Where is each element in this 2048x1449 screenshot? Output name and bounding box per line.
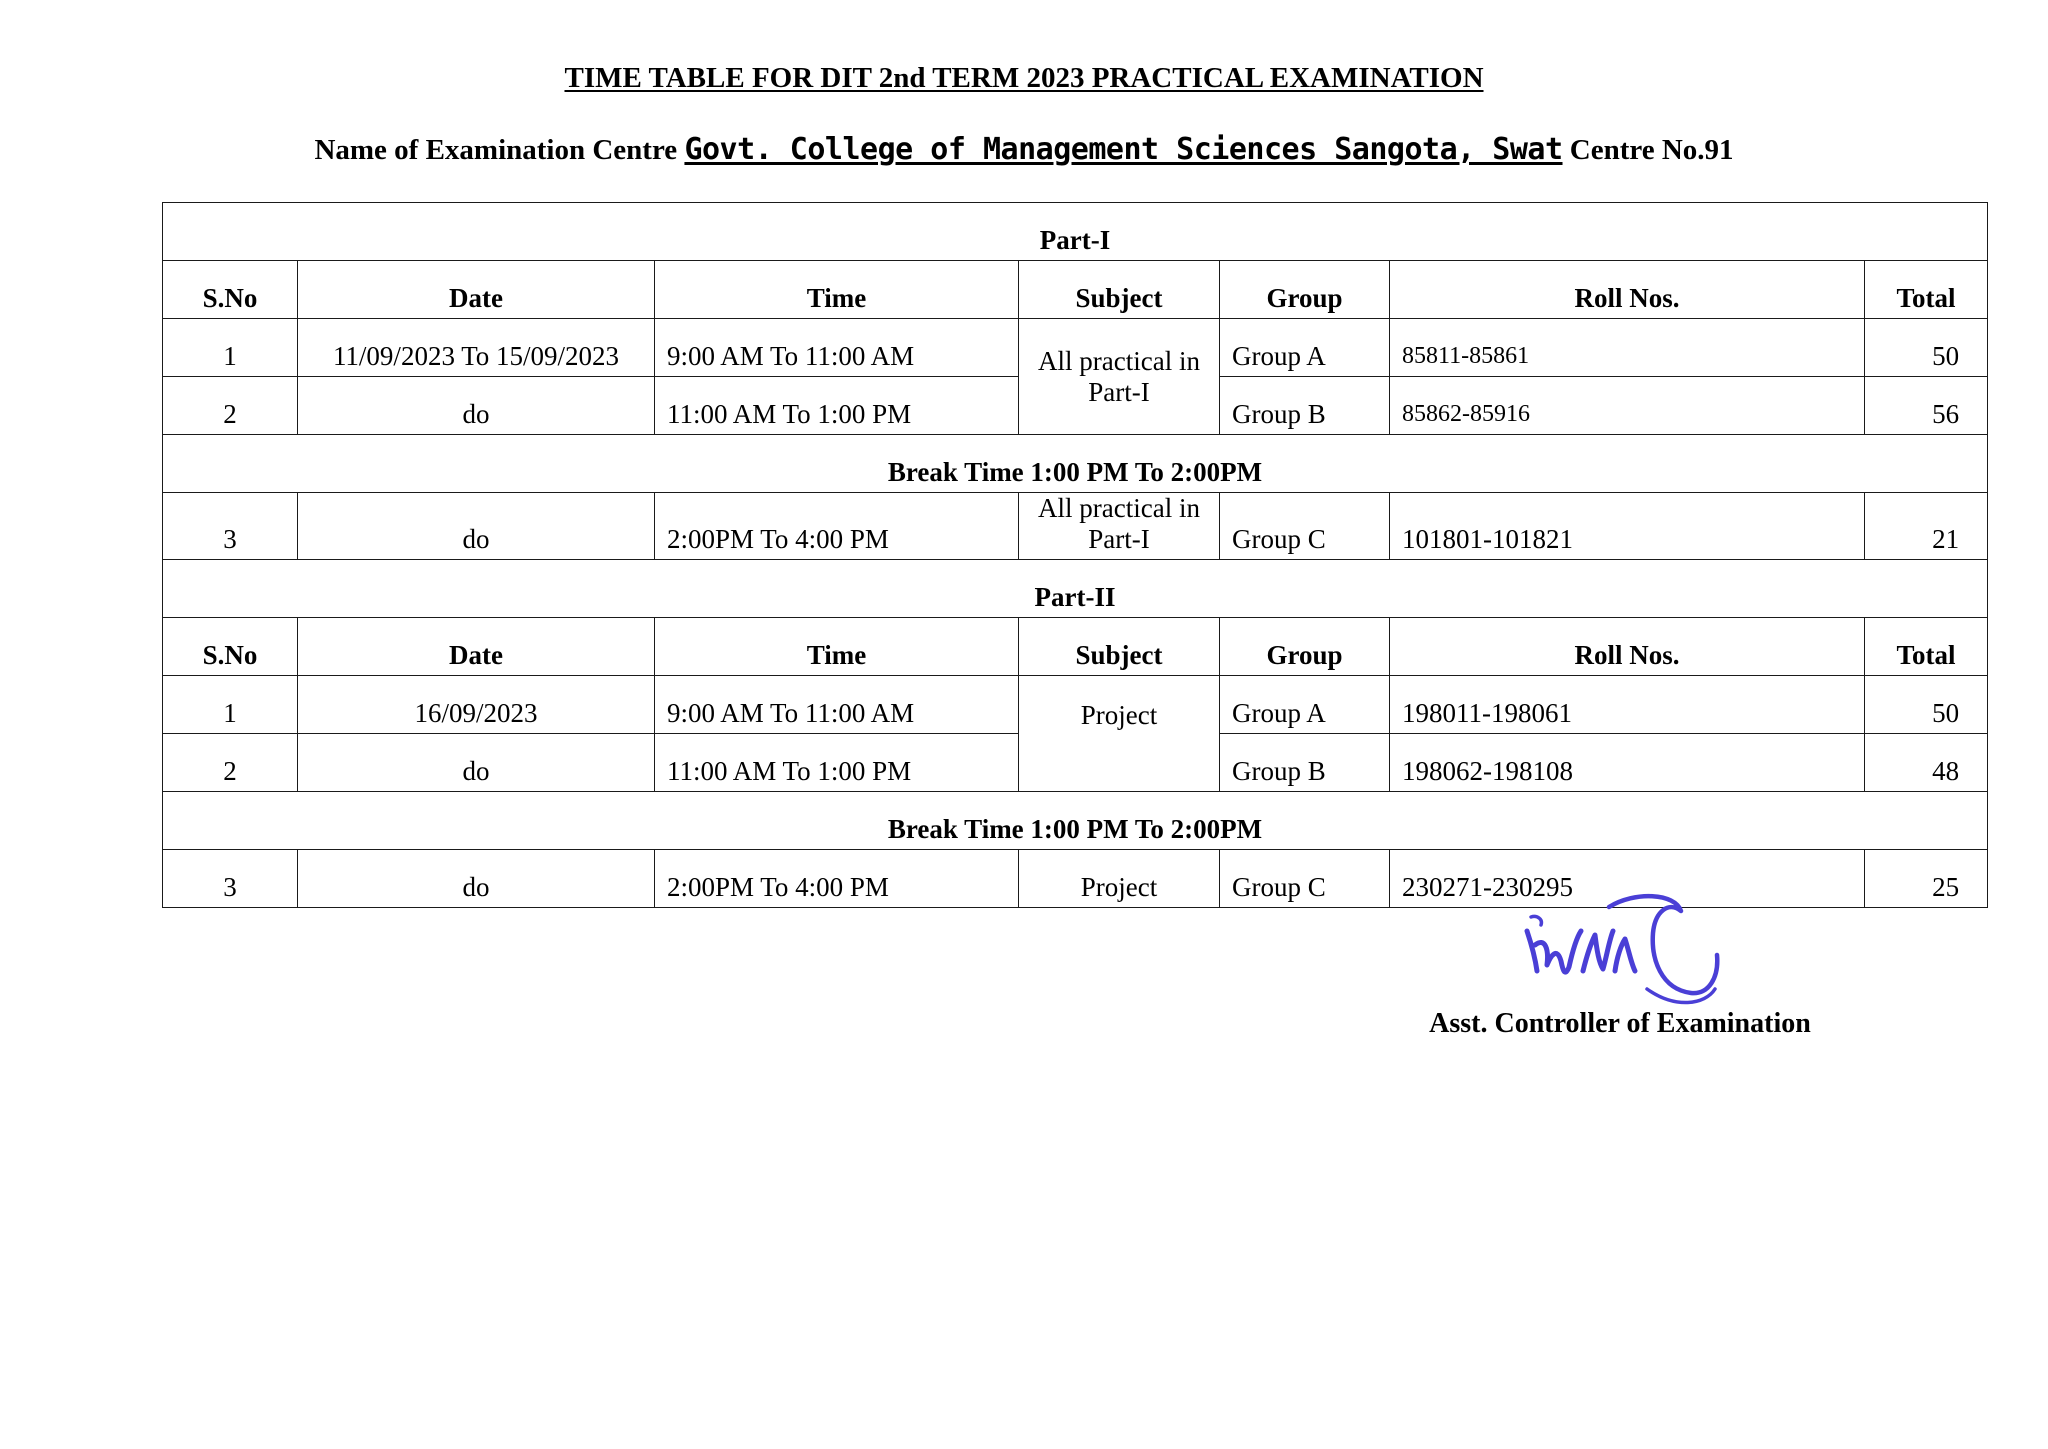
cell-sno: 2 <box>163 377 298 435</box>
document-title: TIME TABLE FOR DIT 2nd TERM 2023 PRACTICAL EXAMINATION <box>564 62 1484 94</box>
table-row <box>163 319 1988 377</box>
table-row <box>163 676 1988 734</box>
cell-total: 25 <box>1865 850 1988 908</box>
break-row <box>163 792 1988 850</box>
cell-sno: 2 <box>163 734 298 792</box>
cell-sno: 3 <box>163 850 298 908</box>
col-total: Total <box>1865 261 1988 319</box>
col-group: Group <box>1220 618 1390 676</box>
col-date: Date <box>298 261 655 319</box>
cell-sno: 3 <box>163 493 298 560</box>
cell-total: 56 <box>1865 377 1988 435</box>
col-roll: Roll Nos. <box>1390 261 1865 319</box>
centre-name: Govt. College of Management Sciences Sangota, Swat <box>684 132 1563 167</box>
part1-column-headers <box>163 261 1988 319</box>
signature-icon <box>1505 885 1725 1025</box>
col-subject: Subject <box>1019 261 1220 319</box>
cell-roll: 85862-85916 <box>1390 377 1865 435</box>
cell-roll: 230271-230295 <box>1390 850 1865 908</box>
cell-time: 2:00PM To 4:00 PM <box>655 850 1019 908</box>
signature-strokes <box>1527 896 1717 1002</box>
cell-total: 21 <box>1865 493 1988 560</box>
cell-roll: 85811-85861 <box>1390 319 1865 377</box>
cell-time: 11:00 AM To 1:00 PM <box>655 734 1019 792</box>
centre-prefix: Name of Examination Centre <box>314 134 678 166</box>
part2-header-row <box>163 560 1988 618</box>
cell-roll: 101801-101821 <box>1390 493 1865 560</box>
cell-date: do <box>298 377 655 435</box>
cell-group: Group A <box>1220 676 1390 734</box>
cell-date: do <box>298 850 655 908</box>
cell-group: Group C <box>1220 850 1390 908</box>
signatory-title: Asst. Controller of Examination <box>1429 1008 1811 1039</box>
col-time: Time <box>655 618 1019 676</box>
signature-stroke <box>1527 931 1635 972</box>
cell-roll: 198011-198061 <box>1390 676 1865 734</box>
cell-time: 11:00 AM To 1:00 PM <box>655 377 1019 435</box>
part1-label: Part-I <box>163 203 1988 261</box>
cell-subject: Project <box>1019 850 1220 908</box>
break-time: Break Time 1:00 PM To 2:00PM <box>163 792 1988 850</box>
timetable <box>162 202 1988 908</box>
cell-group: Group C <box>1220 493 1390 560</box>
col-sno: S.No <box>163 618 298 676</box>
cell-total: 50 <box>1865 676 1988 734</box>
col-date: Date <box>298 618 655 676</box>
cell-time: 9:00 AM To 11:00 AM <box>655 676 1019 734</box>
col-subject: Subject <box>1019 618 1220 676</box>
cell-date: 11/09/2023 To 15/09/2023 <box>298 319 655 377</box>
cell-group: Group B <box>1220 734 1390 792</box>
cell-group: Group B <box>1220 377 1390 435</box>
cell-sno: 1 <box>163 319 298 377</box>
break-time: Break Time 1:00 PM To 2:00PM <box>163 435 1988 493</box>
cell-sno: 1 <box>163 676 298 734</box>
part2-column-headers <box>163 618 1988 676</box>
cell-time: 2:00PM To 4:00 PM <box>655 493 1019 560</box>
cell-date: do <box>298 734 655 792</box>
table-row <box>163 493 1988 560</box>
col-sno: S.No <box>163 261 298 319</box>
centre-line <box>0 132 2048 167</box>
cell-subject: All practical in Part-I <box>1019 493 1220 560</box>
cell-total: 50 <box>1865 319 1988 377</box>
cell-subject: All practical in Part-I <box>1019 319 1220 435</box>
cell-date: do <box>298 493 655 560</box>
col-roll: Roll Nos. <box>1390 618 1865 676</box>
part2-label: Part-II <box>163 560 1988 618</box>
cell-group: Group A <box>1220 319 1390 377</box>
cell-time: 9:00 AM To 11:00 AM <box>655 319 1019 377</box>
cell-total: 48 <box>1865 734 1988 792</box>
break-row <box>163 435 1988 493</box>
cell-date: 16/09/2023 <box>298 676 655 734</box>
part1-header-row <box>163 203 1988 261</box>
col-time: Time <box>655 261 1019 319</box>
col-total: Total <box>1865 618 1988 676</box>
cell-roll: 198062-198108 <box>1390 734 1865 792</box>
col-group: Group <box>1220 261 1390 319</box>
centre-number: Centre No.91 <box>1569 134 1734 166</box>
cell-subject: Project <box>1019 676 1220 792</box>
